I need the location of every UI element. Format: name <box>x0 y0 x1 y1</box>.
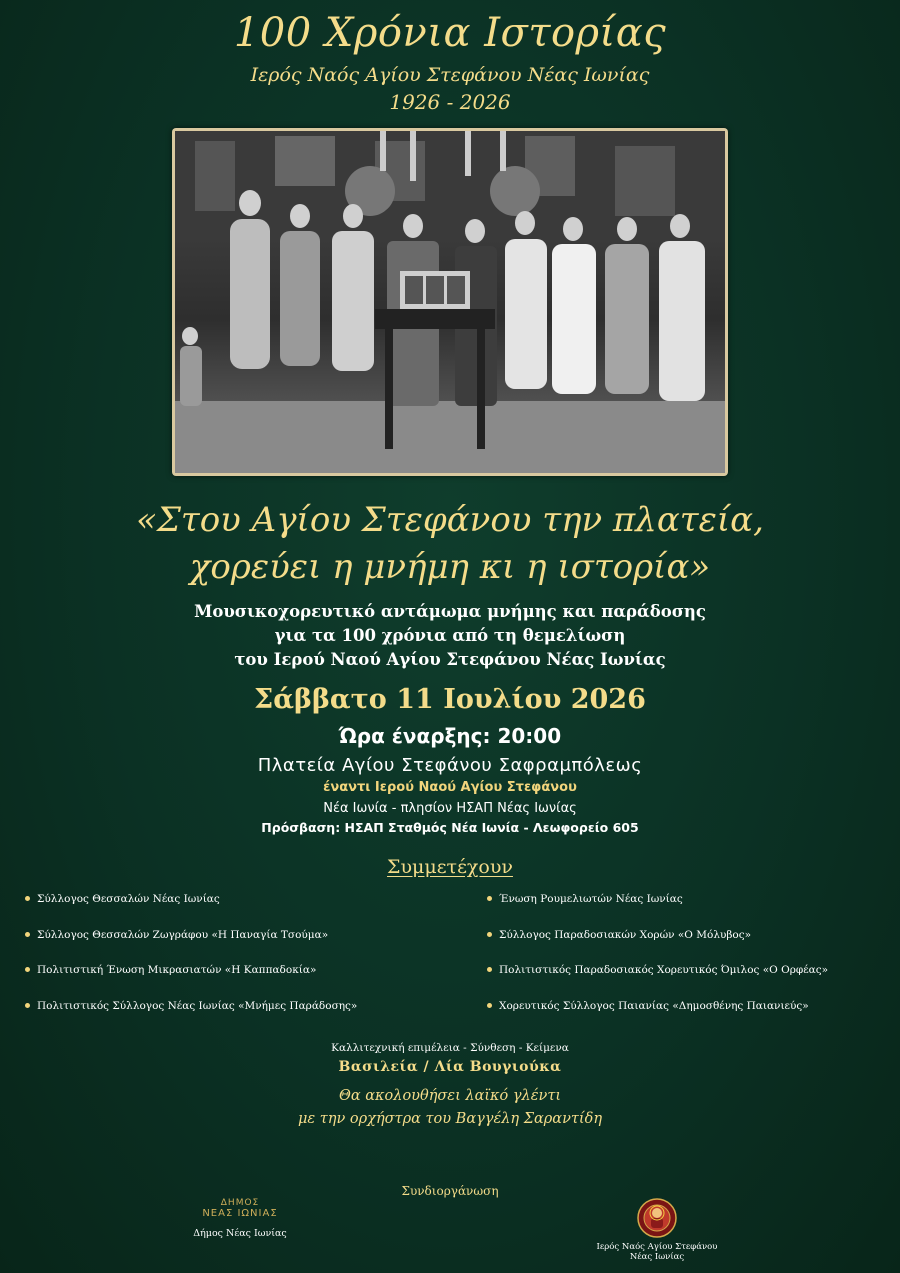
bullet-icon <box>487 896 492 901</box>
bullet-icon <box>487 932 492 937</box>
participant-label: Ένωση Ρουμελιωτών Νέας Ιωνίας <box>499 893 683 905</box>
church-seal-icon <box>637 1198 677 1238</box>
event-time: Ώρα έναρξης: 20:00 <box>338 724 562 748</box>
participant-label: Πολιτιστικός Παραδοσιακός Χορευτικός Όμιλος «Ο Ορφέας» <box>499 964 829 976</box>
participants-title <box>0 856 900 878</box>
historic-group-photo <box>175 131 725 473</box>
participant-label: Πολιτιστικός Σύλλογος Νέας Ιωνίας «Μνήμες Παράδοσης» <box>37 1000 358 1012</box>
poster-years: 1926 - 2026 <box>389 90 511 114</box>
participant-item <box>487 1000 809 1012</box>
church-caption-line-2: Νέας Ιωνίας <box>629 1252 685 1262</box>
participant-item <box>25 929 328 941</box>
participant-item <box>25 964 316 976</box>
participant-item <box>487 929 751 941</box>
bullet-icon <box>25 896 30 901</box>
event-access: Πρόσβαση: ΗΣΑΠ Σταθμός Νέα Ιωνία - Λεωφορείο 605 <box>261 820 639 835</box>
coorganization-label: Συνδιοργάνωση <box>401 1184 499 1198</box>
glenti-line-1: Θα ακολουθήσει λαϊκό γλέντι <box>338 1088 562 1104</box>
event-venue-opposite: έναντι Ιερού Ναού Αγίου Στεφάνου <box>323 780 577 795</box>
participant-item <box>487 893 683 905</box>
event-area: Νέα Ιωνία - πλησίον ΗΣΑΠ Νέας Ιωνίας <box>323 801 577 816</box>
participant-item <box>25 1000 357 1012</box>
poster-subtitle: Ιερός Ναός Αγίου Στεφάνου Νέας Ιωνίας <box>250 64 650 86</box>
participant-item <box>25 893 220 905</box>
bullet-icon <box>487 1003 492 1008</box>
event-date: Σάββατο 11 Ιουλίου 2026 <box>254 684 646 715</box>
bullet-icon <box>25 967 30 972</box>
participant-label: Πολιτιστική Ένωση Μικρασιατών «Η Καππαδοκία» <box>37 964 317 976</box>
credits-label: Καλλιτεχνική επιμέλεια - Σύνθεση - Κείμενα <box>331 1042 569 1054</box>
quote-line-2: χορεύει η μνήμη κι η ιστορία» <box>189 547 711 587</box>
quote-line-1: «Στου Αγίου Στεφάνου την πλατεία, <box>136 500 764 540</box>
municipality-logo <box>175 1198 305 1219</box>
glenti-line-2: με την ορχήστρα του Βαγγέλη Σαραντίδη <box>297 1111 603 1127</box>
participant-label: Σύλλογος Παραδοσιακών Χορών «Ο Μόλυβος» <box>499 929 752 941</box>
participant-item <box>487 964 828 976</box>
poster-title: 100 Χρόνια Ιστορίας <box>233 10 667 56</box>
bullet-icon <box>487 967 492 972</box>
participant-label: Σύλλογος Θεσσαλών Νέας Ιωνίας <box>37 893 220 905</box>
bullet-icon <box>25 1003 30 1008</box>
municipality-caption: Δήμος Νέας Ιωνίας <box>193 1228 287 1239</box>
church-caption <box>590 1242 724 1262</box>
participant-label: Χορευτικός Σύλλογος Παιανίας «Δημοσθένης Παιανιεύς» <box>499 1000 809 1012</box>
historic-photo-frame <box>172 128 728 476</box>
participants-title-text: Συμμετέχουν <box>387 856 513 878</box>
event-venue: Πλατεία Αγίου Στεφάνου Σαφραμπόλεως <box>257 755 643 776</box>
bullet-icon <box>25 932 30 937</box>
description-line-3: του Ιερού Ναού Αγίου Στεφάνου Νέας Ιωνίας <box>234 650 666 669</box>
church-caption-line-1: Ιερός Ναός Αγίου Στεφάνου <box>596 1242 718 1252</box>
municipality-logo-line-2: ΝΕΑΣ ΙΩΝΙΑΣ <box>202 1208 278 1219</box>
municipality-logo-line-1: ΔΗΜΟΣ <box>220 1198 260 1208</box>
participant-label: Σύλλογος Θεσσαλών Ζωγράφου «Η Παναγία Τσούμα» <box>37 929 329 941</box>
description-line-1: Μουσικοχορευτικό αντάμωμα μνήμης και παράδοσης <box>194 602 706 621</box>
credits-names: Βασιλεία / Λία Βουγιούκα <box>338 1059 562 1075</box>
description-line-2: για τα 100 χρόνια από τη θεμελίωση <box>274 626 626 645</box>
